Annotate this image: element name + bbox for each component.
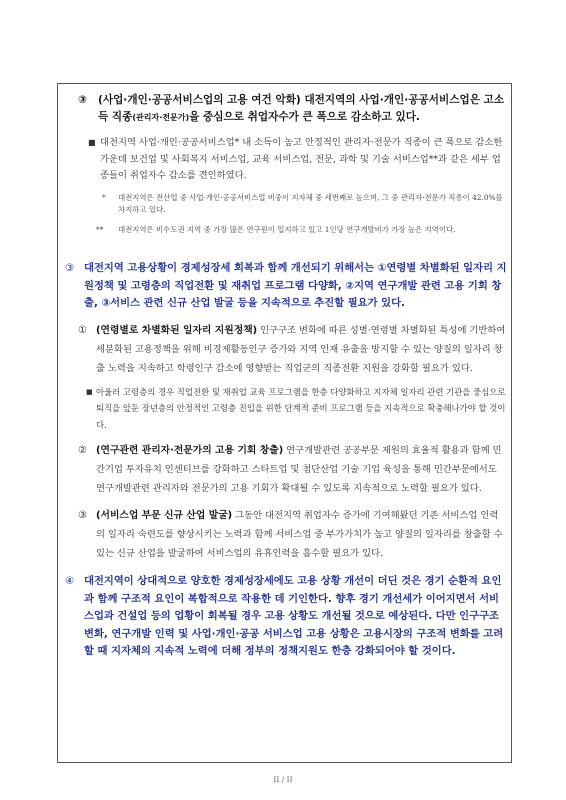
policy-item-1-text: 인구구조 변화에 따른 성별·연령별 차별화된 특성에 기반하여 세분화된 고용정책을 위해 비경제활동인구 증가와 지역 인재 유출을 방지할 수 있는 양질의 일자리 창출 노력을 지속하고 학령인구 감소에 영향받는 직업군의 직종전환 지원을 강화할 필요가 있다.	[96, 324, 506, 374]
policy-item-1-bullet-text: 아울러 고령층의 경우 직업전환 및 재취업 교육 프로그램을 한층 다양화하고 지자체 일자리 관련 기관을 중심으로 퇴직을 앞둔 장년층의 안정적인 고령층 진입을 위한 단계적 준비 프로그램 등을 지속적으로 확충해나가야 할 것이다.	[96, 386, 506, 430]
policy-item-2-text: 연구개발관련 공공부문 재원의 효율적 활용과 함께 민간기업 투자유치 인센티브를 강화하고 스타트업 및 첨단산업 기술 기업 육성을 통해 민간부문에서도 연구개발관련 관리자와 전문가의 고용 기회가 확대될 수 있도록 지속적으로 노력할 필요가 있다.	[96, 445, 502, 494]
policy-item-1-title: (연령별로 차별화된 일자리 지원정책)	[96, 324, 258, 336]
footnote-2-text: 대전지역은 비수도권 지역 중 가장 많은 연구원이 입지하고 있고 1인당 연구개발비가 가장 높은 지역이다.	[118, 224, 456, 234]
section-3-heading-rest: 을 중심으로 취업자수가 큰 폭으로 감소하고 있다.	[189, 111, 420, 123]
section-3-block	[70, 92, 508, 236]
outlook-summary	[62, 573, 507, 661]
policy-block	[62, 260, 507, 661]
policy-item-2-title: (연구관련 관리자·전문가의 고용 기회 창출)	[96, 445, 284, 456]
section-3-heading-small: (관리자·전문가)	[132, 113, 190, 122]
policy-item-1-bullet	[62, 384, 507, 434]
policy-item-1	[62, 321, 507, 378]
policy-summary	[62, 260, 507, 313]
policy-summary-text: 대전지역 고용상황이 경제성장세 회복과 함께 개선되기 위해서는 ①연령별 차별화된 일자리 지원정책 및 고령층의 직업전환 및 재취업 프로그램 다양화, ②지역 연구개발 관련 고용 기회 창출, ③서비스 관련 신규 산업 발굴 등을 지속적으로 추진할 필요가 있다.	[84, 262, 507, 309]
footnote-1-text: 대전지역은 전산업 중 사업·개인·공공서비스업 비중이 지자체 중 세번째로 높으며, 그 중 관리자·전문가 직종이 42.0%를 차지하고 있다.	[118, 192, 503, 214]
section-3-bullet-text: 대전지역 사업·개인·공공서비스업* 내 소득이 높고 안정적인 관리자·전문가 직종이 큰 폭으로 감소한 가운데 보건업 및 사회복지 서비스업, 교육 서비스업, 전문, 과학 및 기술 서비스업**과 같은 세부 업종들이 취업자수 감소를 견인하였다.	[100, 137, 503, 181]
footnote-2	[70, 224, 508, 237]
outlook-number: ④	[65, 575, 75, 587]
section-3-bullet	[70, 135, 508, 185]
bullet-square-icon: ■	[88, 138, 96, 147]
section-3-heading-main: (사업·개인·공공서비스업의 고용 여건 악화) 대전지역의 사업·개인·공공서비스업은 고소득 직종	[98, 94, 505, 123]
section-3-heading	[70, 92, 508, 126]
policy-item-3-text: 그동안 대전지역 취업자수 증가에 기여해왔던 기존 서비스업 인력의 일자리 숙련도를 향상시키는 노력과 함께 서비스업 중 부가가치가 높고 양질의 일자리를 창출할 수 있는 신규 산업을 발굴하여 서비스업의 유휴인력을 흡수할 필요가 있다.	[96, 510, 503, 559]
bullet-square-icon: ■	[86, 387, 93, 396]
footnote-1	[70, 192, 508, 217]
policy-item-2-number: ②	[78, 445, 87, 456]
policy-item-1-number: ①	[78, 324, 87, 336]
footnote-1-mark: *	[102, 192, 106, 202]
footnote-2-mark: **	[96, 224, 104, 234]
outlook-text: 대전지역이 상대적으로 양호한 경제성장세에도 고용 상황 개선이 더딘 것은 경기 순환적 요인과 함께 구조적 요인이 복합적으로 작용한 데 기인한다. 향후 경기 개선세가 이어지면서 서비스업과 건설업 등의 업황이 회복될 경우 고용 상황도 개선될 것으로 예상된다. 다만 인구구조 변화, 연구개발 인력 및 사업·개인·공공 서비스업 고용 상황은 고용시장의 구조적 변화를 고려할 때 지자체의 지속적 노력에 더해 정부의 정책지원도 한층 강화되어야 할 것이다.	[84, 575, 504, 657]
policy-number: ③	[65, 262, 75, 274]
policy-item-2	[62, 441, 507, 498]
policy-item-3-title: (서비스업 부문 신규 산업 발굴)	[96, 510, 233, 521]
page-number: II / II	[273, 775, 293, 784]
policy-item-3	[62, 506, 507, 563]
section-3-number: ③	[78, 94, 87, 106]
policy-item-3-number: ③	[78, 510, 87, 521]
